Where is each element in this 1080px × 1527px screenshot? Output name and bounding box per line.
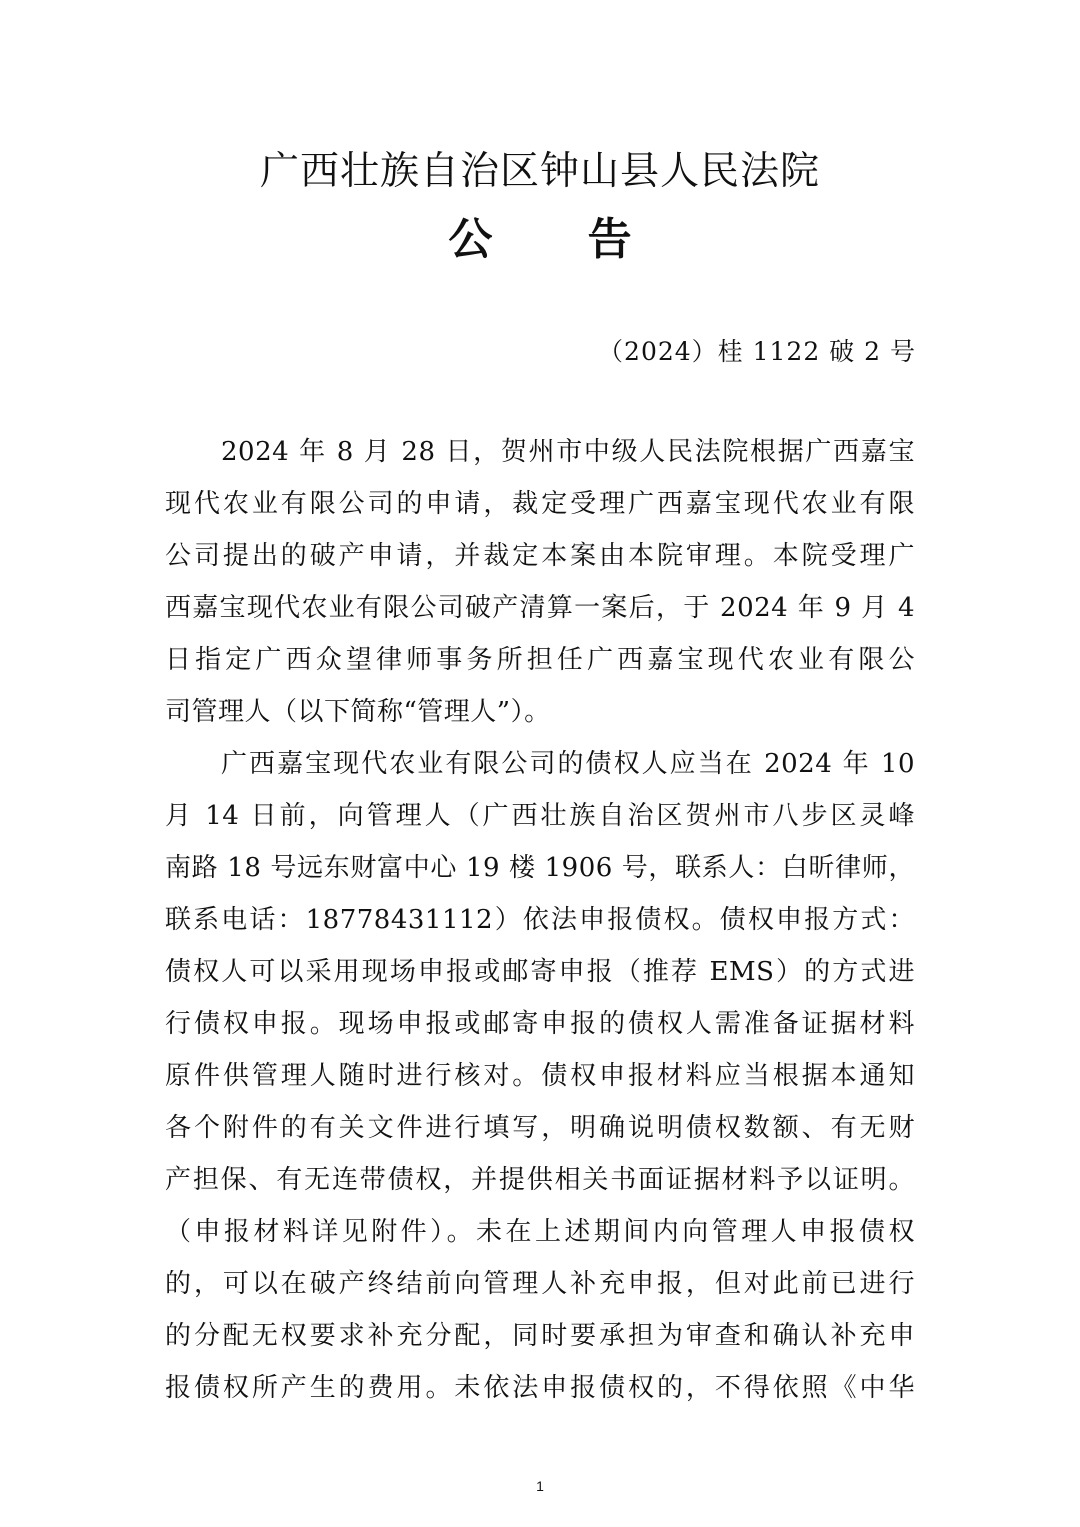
body-line: 广西嘉宝现代农业有限公司的债权人应当在 2024 年 10 — [221, 749, 915, 779]
body-line: 产担保、有无连带债权，并提供相关书面证据材料予以证明。 — [165, 1165, 915, 1195]
body-line: 日指定广西众望律师事务所担任广西嘉宝现代农业有限公 — [165, 645, 915, 675]
body-line: 各个附件的有关文件进行填写，明确说明债权数额、有无财 — [165, 1113, 915, 1143]
notice-title: 公 告 — [448, 214, 672, 265]
body-line: 联系电话：18778431112）依法申报债权。债权申报方式： — [165, 905, 915, 935]
body-line: 的，可以在破产终结前向管理人补充申报，但对此前已进行 — [165, 1269, 915, 1299]
notice-body — [165, 430, 915, 1418]
body-line: 2024 年 8 月 28 日，贺州市中级人民法院根据广西嘉宝 — [221, 437, 915, 467]
body-line: （申报材料详见附件）。未在上述期间内向管理人申报债权 — [165, 1217, 915, 1247]
case-number: （2024）桂 1122 破 2 号 — [598, 337, 916, 366]
body-line: 南路 18 号远东财富中心 19 楼 1906 号，联系人：白昕律师， — [165, 853, 915, 883]
body-line: 司管理人（以下简称“管理人”）。 — [165, 697, 551, 727]
page-number: 1 — [536, 1478, 544, 1494]
body-line: 行债权申报。现场申报或邮寄申报的债权人需准备证据材料 — [165, 1009, 915, 1039]
body-line: 债权人可以采用现场申报或邮寄申报（推荐 EMS）的方式进 — [165, 957, 915, 987]
body-line: 原件供管理人随时进行核对。债权申报材料应当根据本通知 — [165, 1061, 915, 1091]
body-line: 公司提出的破产申请，并裁定本案由本院审理。本院受理广 — [165, 541, 915, 571]
body-line: 西嘉宝现代农业有限公司破产清算一案后，于 2024 年 9 月 4 — [165, 593, 915, 623]
body-line: 报债权所产生的费用。未依法申报债权的，不得依照《中华 — [165, 1373, 915, 1403]
body-line: 月 14 日前，向管理人（广西壮族自治区贺州市八步区灵峰 — [165, 801, 915, 831]
court-name-heading: 广西壮族自治区钟山县人民法院 — [259, 149, 820, 194]
body-line: 的分配无权要求补充分配，同时要承担为审查和确认补充申 — [165, 1321, 915, 1351]
body-line: 现代农业有限公司的申请，裁定受理广西嘉宝现代农业有限 — [165, 489, 915, 519]
